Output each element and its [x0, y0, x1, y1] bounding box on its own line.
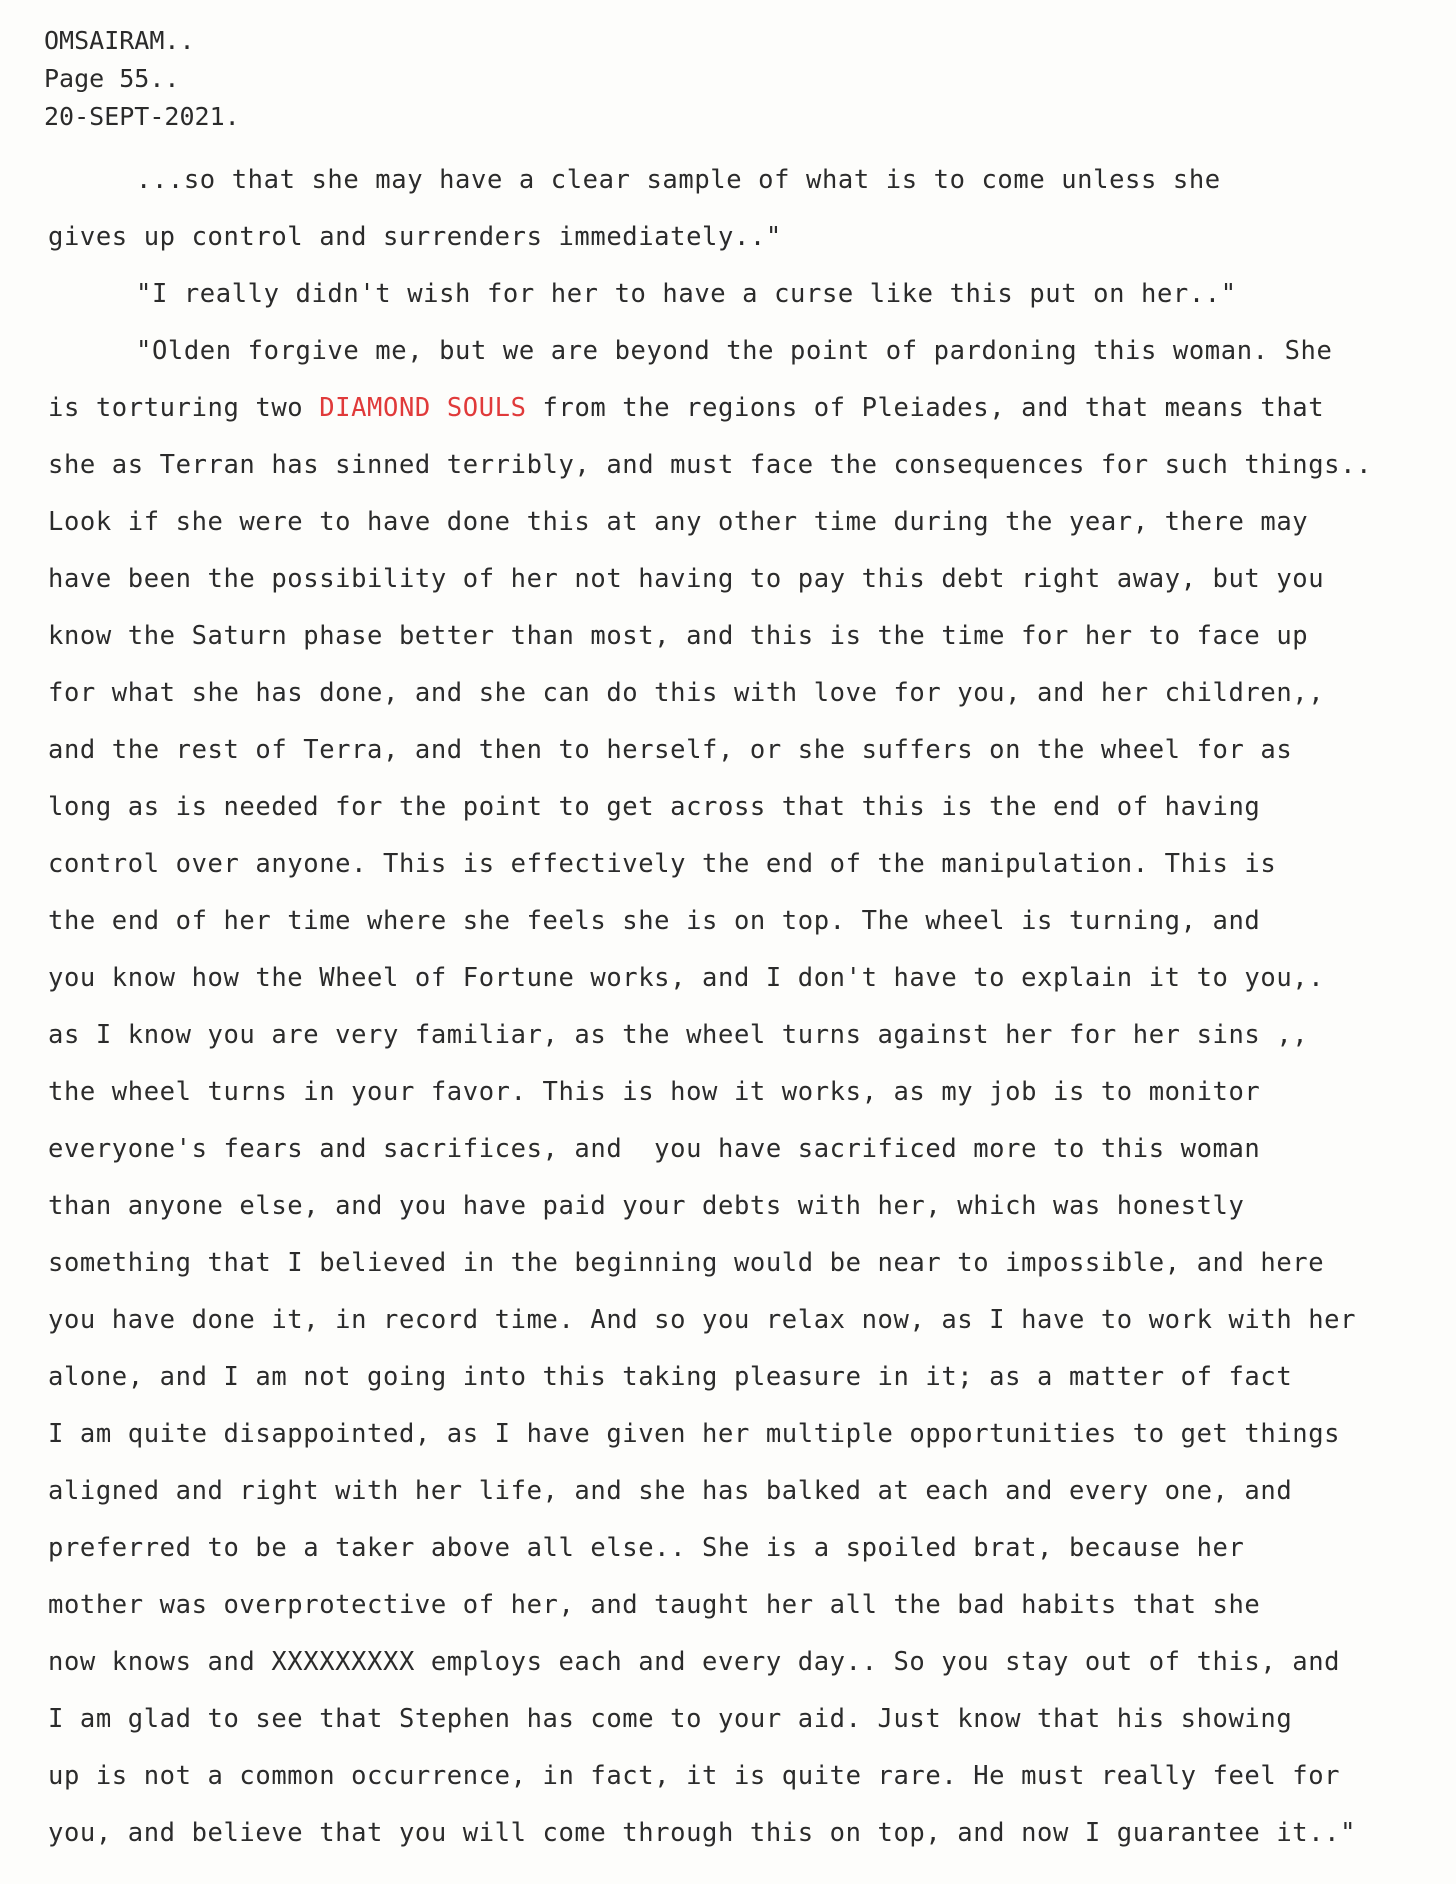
text-line: preferred to be a taker above all else.. She is a spoiled brat, because her — [48, 1533, 1245, 1563]
header-date: 20-SEPT-2021. — [44, 102, 240, 131]
text-line-highlighted — [48, 380, 1448, 437]
text-line: I am quite disappointed, as I have given her multiple opportunities to get things — [48, 1419, 1341, 1449]
text-line: you know how the Wheel of Fortune works, and I don't have to explain it to you,. — [48, 963, 1325, 993]
document-body — [48, 152, 1448, 1862]
text-segment: is torturing two — [48, 393, 320, 423]
text-line: aligned and right with her life, and she has balked at each and every one, and — [48, 1476, 1293, 1506]
text-line: know the Saturn phase better than most, and this is the time for her to face up — [48, 621, 1309, 651]
page-header — [44, 22, 240, 136]
text-line: alone, and I am not going into this taking pleasure in it; as a matter of fact — [48, 1362, 1293, 1392]
text-line: now knows and XXXXXXXXX employs each and every day.. So you stay out of this, and — [48, 1647, 1341, 1677]
text-line: she as Terran has sinned terribly, and must face the consequences for such things.. — [48, 450, 1373, 480]
text-line: have been the possibility of her not having to pay this debt right away, but you — [48, 564, 1325, 594]
text-line: up is not a common occurrence, in fact, it is quite rare. He must really feel for — [48, 1761, 1341, 1791]
text-line: the wheel turns in your favor. This is how it works, as my job is to monitor — [48, 1077, 1261, 1107]
text-line: gives up control and surrenders immediately.." — [48, 222, 782, 252]
text-line: "I really didn't wish for her to have a curse like this put on her.." — [136, 279, 1237, 309]
text-line: something that I believed in the beginning would be near to impossible, and here — [48, 1248, 1325, 1278]
text-line: mother was overprotective of her, and taught her all the bad habits that she — [48, 1590, 1261, 1620]
text-segment: from the regions of Pleiades, and that means that — [526, 393, 1325, 423]
text-line: as I know you are very familiar, as the wheel turns against her for her sins ,, — [48, 1020, 1309, 1050]
text-line: control over anyone. This is effectively the end of the manipulation. This is — [48, 849, 1277, 879]
text-line: than anyone else, and you have paid your debts with her, which was honestly — [48, 1191, 1245, 1221]
text-line: you, and believe that you will come through this on top, and now I guarantee it.." — [48, 1818, 1357, 1848]
page-number: Page 55.. — [44, 64, 180, 93]
text-line: everyone's fears and sacrifices, and you have sacrificed more to this woman — [48, 1134, 1261, 1164]
text-line: and the rest of Terra, and then to herself, or she suffers on the wheel for as — [48, 735, 1293, 765]
text-line: for what she has done, and she can do this with love for you, and her children,, — [48, 678, 1325, 708]
text-line: ...so that she may have a clear sample of what is to come unless she — [136, 165, 1221, 195]
text-line: the end of her time where she feels she is on top. The wheel is turning, and — [48, 906, 1261, 936]
header-title: OMSAIRAM.. — [44, 26, 195, 55]
text-line: you have done it, in record time. And so you relax now, as I have to work with her — [48, 1305, 1357, 1335]
text-line: I am glad to see that Stephen has come to your aid. Just know that his showing — [48, 1704, 1293, 1734]
text-line: long as is needed for the point to get across that this is the end of having — [48, 792, 1261, 822]
text-line: Look if she were to have done this at any other time during the year, there may — [48, 507, 1309, 537]
text-line: "Olden forgive me, but we are beyond the point of pardoning this woman. She — [136, 336, 1333, 366]
diamond-souls-highlight: DIAMOND SOULS — [319, 393, 527, 423]
